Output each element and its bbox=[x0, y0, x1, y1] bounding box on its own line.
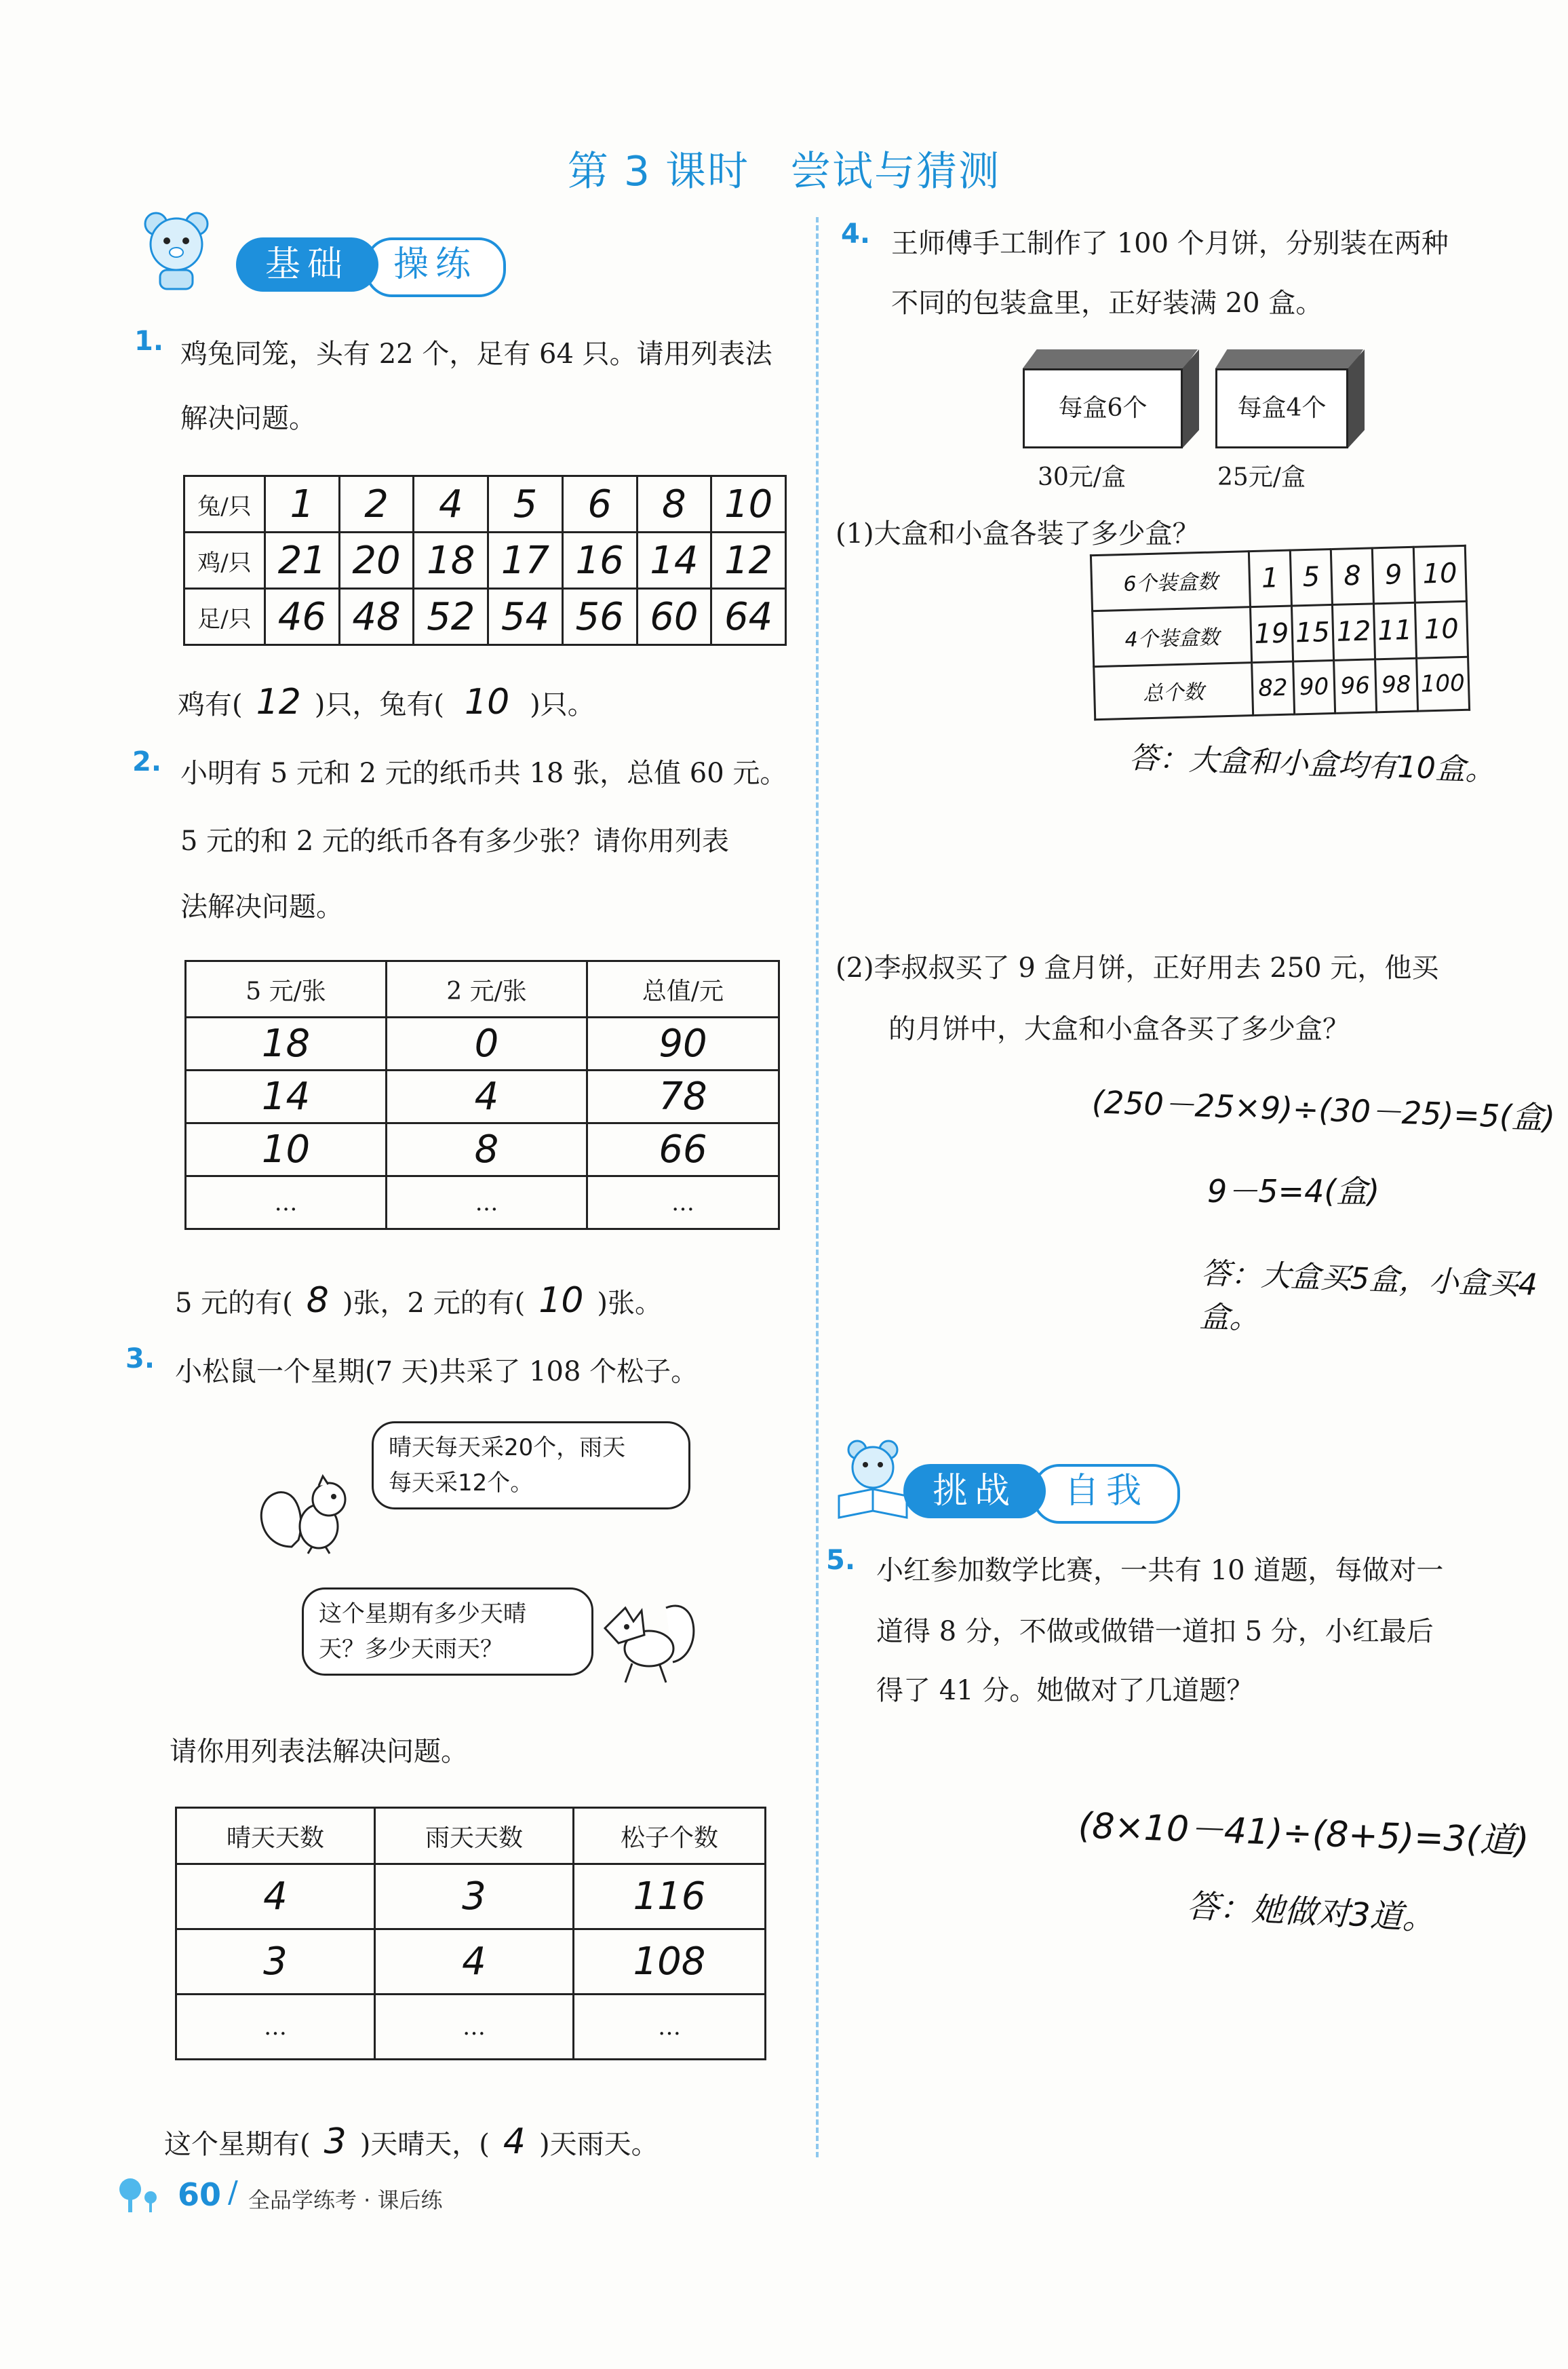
table-cell: 8 bbox=[387, 1123, 587, 1176]
box-label: 每盒4个 bbox=[1215, 368, 1348, 448]
speech-bubble-fox bbox=[302, 1587, 593, 1676]
small-box-illustration bbox=[1215, 349, 1365, 448]
table-cell: 1 bbox=[265, 476, 340, 533]
answer-text: )天雨天。 bbox=[539, 2129, 659, 2160]
handwritten-table bbox=[1090, 545, 1470, 720]
table-cell: 3 bbox=[176, 1929, 375, 1995]
table-cell: 90 bbox=[587, 1018, 779, 1071]
table-header: 2 元/张 bbox=[387, 961, 587, 1018]
answer-text: 这个星期有( bbox=[164, 2129, 311, 2160]
table-cell: 9 bbox=[1372, 547, 1415, 603]
sub-question: (1)大盒和小盒各装了多少盒？ bbox=[836, 518, 1200, 550]
table-cell: 10 bbox=[1413, 545, 1467, 602]
answer-text: )只。 bbox=[530, 689, 595, 720]
table-cell: 16 bbox=[562, 533, 637, 589]
table-cell: 64 bbox=[711, 589, 786, 645]
table-cell: 10 bbox=[711, 476, 786, 533]
q1-answer bbox=[178, 670, 595, 737]
answer-chicken: 12 bbox=[256, 682, 301, 723]
question-text: 王师傅手工制作了 100 个月饼，分别装在两种 bbox=[891, 228, 1449, 259]
table-header: 4个装盒数 bbox=[1093, 606, 1252, 666]
answer-rainy: 4 bbox=[503, 2121, 526, 2162]
table-cell: 116 bbox=[574, 1864, 766, 1929]
table-cell: 66 bbox=[587, 1123, 779, 1176]
big-box-illustration bbox=[1023, 349, 1199, 448]
table-header: 6个装盒数 bbox=[1091, 552, 1250, 611]
table-header: 总个数 bbox=[1094, 662, 1253, 720]
table-cell: 8 bbox=[1331, 548, 1374, 604]
lesson-topic: 尝试与猜测 bbox=[790, 148, 1001, 195]
table-row bbox=[186, 1176, 779, 1229]
question-text: 解决问题。 bbox=[180, 403, 316, 434]
table-cell: 20 bbox=[339, 533, 414, 589]
table-cell: 10 bbox=[1415, 601, 1468, 658]
table-header: 晴天天数 bbox=[176, 1808, 375, 1864]
handwritten-calculation: 9－5=4(盒) bbox=[1207, 1173, 1380, 1210]
table-cell: 14 bbox=[637, 533, 711, 589]
section-basic-practice bbox=[236, 237, 514, 294]
handwritten-calculation: (250－25×9)÷(30－25)=5(盒) bbox=[1091, 1083, 1556, 1136]
table-cell: 10 bbox=[186, 1123, 387, 1176]
table-header: 雨天天数 bbox=[375, 1808, 574, 1864]
table-cell: 15 bbox=[1291, 604, 1334, 661]
answer-sunny: 3 bbox=[324, 2121, 347, 2162]
q2-table bbox=[184, 960, 780, 1230]
table-row bbox=[186, 1071, 779, 1123]
answer-text: 5 元的有( bbox=[175, 1288, 293, 1319]
question-text: 小红参加数学比赛，一共有 10 道题，每做对一 bbox=[876, 1555, 1444, 1586]
table-cell: 4 bbox=[375, 1929, 574, 1995]
table-header: 兔/只 bbox=[184, 476, 265, 533]
question-text: 5 元的和 2 元的纸币各有多少张？请你用列表 bbox=[180, 826, 730, 857]
table-cell: 108 bbox=[574, 1929, 766, 1995]
question-number: 3. bbox=[125, 1343, 155, 1374]
table-row bbox=[186, 1123, 779, 1176]
table-cell: 6 bbox=[562, 476, 637, 533]
table-cell: 48 bbox=[339, 589, 414, 645]
table-header: 足/只 bbox=[184, 589, 265, 645]
table-cell: 11 bbox=[1373, 602, 1416, 659]
table-header: 松子个数 bbox=[574, 1808, 766, 1864]
table-row bbox=[184, 589, 786, 645]
table-cell: 82 bbox=[1252, 661, 1295, 716]
answer-text: )天晴天，( bbox=[359, 2129, 490, 2160]
book-title: 全品学练考 · 课后练 bbox=[248, 2187, 443, 2213]
table-cell: 3 bbox=[375, 1864, 574, 1929]
instruction-text: 请你用列表法解决问题。 bbox=[170, 1736, 468, 1767]
answer-text: 鸡有( bbox=[178, 689, 243, 720]
table-row bbox=[176, 1808, 766, 1864]
table-row bbox=[176, 1929, 766, 1995]
table-cell: 5 bbox=[1290, 549, 1333, 605]
q3-answer bbox=[164, 2110, 659, 2176]
table-cell: 4 bbox=[176, 1864, 375, 1929]
section-pill-1: 基础 bbox=[236, 237, 378, 292]
question-text: 鸡兔同笼，头有 22 个，足有 64 只。请用列表法 bbox=[180, 339, 772, 370]
table-row bbox=[1091, 545, 1466, 611]
answer-text: )只，兔有( bbox=[314, 689, 444, 720]
table-header: 总值/元 bbox=[587, 961, 779, 1018]
handwritten-calculation: (8×10－41)÷(8+5)=3(道) bbox=[1077, 1805, 1530, 1862]
table-cell: 4 bbox=[414, 476, 488, 533]
answer-rabbit: 10 bbox=[465, 682, 510, 723]
table-cell: 98 bbox=[1375, 658, 1417, 712]
table-cell: 60 bbox=[637, 589, 711, 645]
table-cell: 17 bbox=[488, 533, 563, 589]
table-row bbox=[184, 533, 786, 589]
section-challenge bbox=[903, 1464, 1181, 1521]
price-label: 30元/盒 bbox=[1038, 463, 1126, 491]
table-cell: 56 bbox=[562, 589, 637, 645]
question-number: 1. bbox=[134, 326, 164, 357]
table-cell: … bbox=[375, 1995, 574, 2060]
bubble-text: 这个星期有多少天晴 bbox=[319, 1600, 526, 1628]
lesson-number: 第 3 课时 bbox=[567, 148, 750, 195]
tree-icon bbox=[115, 2174, 163, 2215]
table-cell: … bbox=[387, 1176, 587, 1229]
table-cell: 1 bbox=[1249, 550, 1291, 606]
table-row bbox=[1094, 657, 1470, 720]
table-cell: 18 bbox=[414, 533, 488, 589]
question-text: 道得 8 分，不做或做错一道扣 5 分，小红最后 bbox=[876, 1616, 1434, 1647]
question-number: 2. bbox=[132, 746, 162, 777]
table-cell: … bbox=[574, 1995, 766, 2060]
table-cell: 5 bbox=[488, 476, 563, 533]
table-row bbox=[184, 476, 786, 533]
question-text: 不同的包装盒里，正好装满 20 盒。 bbox=[891, 288, 1323, 319]
table-cell: 0 bbox=[387, 1018, 587, 1071]
table-cell: … bbox=[587, 1176, 779, 1229]
page-title bbox=[0, 139, 1568, 197]
section-pill-2: 操练 bbox=[365, 237, 506, 297]
hw-table bbox=[1090, 545, 1470, 720]
speech-bubble-squirrel bbox=[372, 1421, 690, 1509]
table-cell: 19 bbox=[1250, 606, 1293, 662]
table-cell: 96 bbox=[1334, 659, 1377, 713]
column-divider bbox=[816, 217, 819, 2157]
table-cell: 54 bbox=[488, 589, 563, 645]
table-cell: 78 bbox=[587, 1071, 779, 1123]
squirrel-icon bbox=[251, 1452, 366, 1560]
section-pill-1: 挑战 bbox=[903, 1464, 1046, 1518]
table-cell: 46 bbox=[265, 589, 340, 645]
question-number: 5. bbox=[826, 1545, 856, 1576]
question-text: 小松鼠一个星期(7 天)共采了 108 个松子。 bbox=[175, 1356, 699, 1387]
table-cell: 2 bbox=[339, 476, 414, 533]
table-cell: 100 bbox=[1416, 657, 1469, 711]
question-text: 小明有 5 元和 2 元的纸币共 18 张，总值 60 元。 bbox=[180, 758, 787, 789]
bubble-text: 每天采12个。 bbox=[389, 1469, 534, 1497]
table-row bbox=[176, 1995, 766, 2060]
answer-five: 8 bbox=[306, 1280, 329, 1321]
table-cell: 14 bbox=[186, 1071, 387, 1123]
table-header: 鸡/只 bbox=[184, 533, 265, 589]
price-label: 25元/盒 bbox=[1217, 463, 1306, 491]
question-number: 4. bbox=[841, 218, 871, 250]
handwritten-answer: 答：大盒买5盒，小盒买4盒。 bbox=[1199, 1256, 1538, 1336]
handwritten-answer: 答：她做对3道。 bbox=[1185, 1887, 1436, 1938]
answer-text: )张，2 元的有( bbox=[342, 1288, 526, 1319]
table-cell: 21 bbox=[265, 533, 340, 589]
table-row bbox=[176, 1864, 766, 1929]
answer-text: )张。 bbox=[597, 1288, 663, 1319]
table-row bbox=[186, 1018, 779, 1071]
page-number: 60 bbox=[178, 2176, 222, 2213]
table-cell: … bbox=[186, 1176, 387, 1229]
table-cell: … bbox=[176, 1995, 375, 2060]
bubble-text: 天？多少天雨天？ bbox=[319, 1636, 503, 1663]
box-label: 每盒6个 bbox=[1023, 368, 1183, 448]
question-text: 得了 41 分。她做对了几道题？ bbox=[876, 1675, 1254, 1706]
question-text: 法解决问题。 bbox=[180, 891, 343, 923]
table-row bbox=[186, 961, 779, 1018]
q1-table bbox=[183, 475, 787, 646]
q2-answer bbox=[175, 1269, 662, 1335]
section-pill-2: 自我 bbox=[1032, 1464, 1180, 1524]
table-cell: 90 bbox=[1293, 660, 1335, 714]
table-cell: 8 bbox=[637, 476, 711, 533]
answer-two: 10 bbox=[538, 1280, 584, 1321]
table-header: 5 元/张 bbox=[186, 961, 387, 1018]
handwritten-answer: 答：大盒和小盒均有10盒。 bbox=[1129, 740, 1496, 788]
table-cell: 4 bbox=[387, 1071, 587, 1123]
table-cell: 12 bbox=[711, 533, 786, 589]
table-cell: 12 bbox=[1333, 604, 1375, 660]
footer-slash: / bbox=[228, 2175, 238, 2210]
sub-question: 的月饼中，大盒和小盒各买了多少盒？ bbox=[888, 1014, 1350, 1045]
table-row bbox=[1093, 601, 1468, 666]
bubble-text: 晴天每天采20个，雨天 bbox=[389, 1434, 626, 1461]
q3-table bbox=[175, 1807, 766, 2060]
fox-icon bbox=[585, 1581, 707, 1689]
table-cell: 18 bbox=[186, 1018, 387, 1071]
table-cell: 52 bbox=[414, 589, 488, 645]
sub-question: (2)李叔叔买了 9 盒月饼，正好用去 250 元，他买 bbox=[836, 952, 1439, 984]
bear-mascot-icon bbox=[136, 204, 217, 292]
